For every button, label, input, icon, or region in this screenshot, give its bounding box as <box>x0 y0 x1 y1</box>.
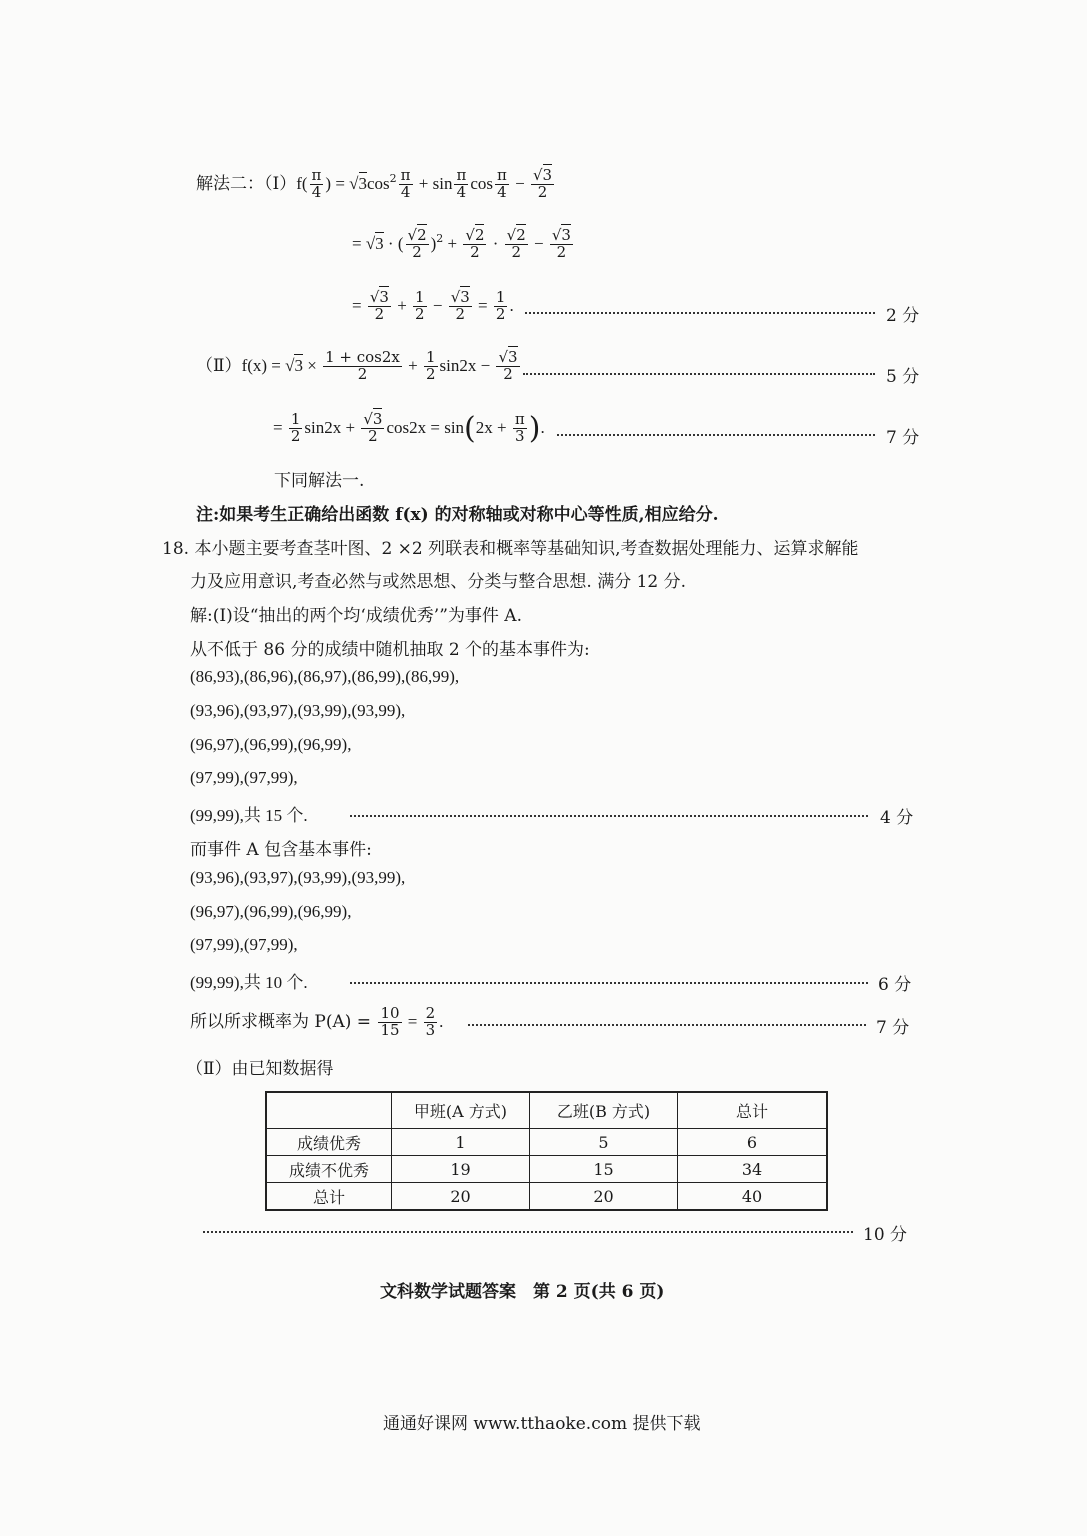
solution-intro: 解:(Ⅰ)设“抽出的两个均‘成绩优秀’”为事件 A. <box>190 606 522 626</box>
event-line: (97,99),(97,99), <box>190 768 298 787</box>
table-cell: 1 <box>392 1129 530 1156</box>
dotted-leader <box>203 1231 853 1233</box>
a-event-line: (93,96),(93,97),(93,99),(93,99), <box>190 868 406 887</box>
part1-label: （Ⅰ） <box>264 173 297 194</box>
table-cell: 15 <box>530 1156 678 1183</box>
dotted-leader <box>468 1024 866 1026</box>
event-line: (96,97),(96,99),(96,99), <box>190 735 352 754</box>
dotted-leader <box>350 982 868 984</box>
table-header-row <box>266 1092 827 1129</box>
part2-line1: （Ⅱ）f(x) = √3 × $\frac{1 + \cos 2x}{2}$ + $\frac{1}{2}$ sin2x − $\frac{√3}{2}$ <box>196 348 518 383</box>
score-4: 4 分 <box>880 808 914 828</box>
score-6: 6 分 <box>878 975 912 995</box>
score-2: 2 分 <box>886 306 920 326</box>
page-footer: 文科数学试题答案 第 2 页(共 6 页) <box>380 1282 665 1302</box>
table-header-cell <box>266 1092 392 1129</box>
q18-line2: 力及应用意识,考查必然与或然思想、分类与整合思想. 满分 12 分. <box>190 572 687 592</box>
q18-line1: 18. 本小题主要考查茎叶图、2 ×2 列联表和概率等基础知识,考查数据处理能力、运算求解能 <box>162 539 859 559</box>
watermark-text: 通通好课网 www.tthaoke.com 提供下载 <box>383 1414 701 1434</box>
contingency-table <box>265 1091 828 1211</box>
table-cell: 成绩不优秀 <box>266 1156 392 1183</box>
table-cell: 成绩优秀 <box>266 1129 392 1156</box>
table-cell: 20 <box>392 1183 530 1211</box>
score-7a: 7 分 <box>886 428 920 448</box>
table-row <box>266 1156 827 1183</box>
a-event-line: (99,99),共 10 个. <box>190 973 308 992</box>
table-cell: 19 <box>392 1156 530 1183</box>
table-cell: 5 <box>530 1129 678 1156</box>
table-header-cell: 总计 <box>678 1092 828 1129</box>
note: 注:如果考生正确给出函数 f(x) 的对称轴或对称中心等性质,相应给分. <box>196 505 719 525</box>
a-event-line: (97,99),(97,99), <box>190 935 298 954</box>
score-5: 5 分 <box>886 367 920 387</box>
part2-line2: = $\frac{1}{2}$ sin2x + $\frac{√3}{2}$ cos2x = sin(2x + $\frac{\pi}{3}$ ). <box>273 410 545 446</box>
score-7b: 7 分 <box>876 1018 910 1038</box>
event-a-intro: 而事件 A 包含基本事件: <box>190 840 372 860</box>
table-row <box>266 1183 827 1211</box>
method2-line3: = $\frac{√3}{2}$ + $\frac{1}{2}$ − $\frac{√3}{2}$ = $\frac{1}{2}$ . <box>352 288 514 323</box>
a-event-line: (96,97),(96,99),(96,99), <box>190 902 352 921</box>
score-10: 10 分 <box>863 1225 908 1245</box>
method2-line1: 解法二：（Ⅰ）f( $\frac{\pi}{4}$ ) = $√3\cos^2$ $\frac{\pi}{4}$ + sin $\frac{\pi}{4}$ cos $\frac{\pi}{4}$ − $\frac{√3}{2}$ <box>196 166 553 201</box>
same-as-method1: 下同解法一. <box>274 471 365 491</box>
table-row <box>266 1129 827 1156</box>
method2-label: 解法二： <box>196 173 264 194</box>
table-cell: 34 <box>678 1156 828 1183</box>
dotted-leader <box>557 434 875 436</box>
table-cell: 6 <box>678 1129 828 1156</box>
dotted-leader <box>523 373 875 375</box>
event-line: (99,99),共 15 个. <box>190 806 308 825</box>
table-header-cell: 甲班(A 方式) <box>392 1092 530 1129</box>
draw-two: 从不低于 86 分的成绩中随机抽取 2 个的基本事件为: <box>190 640 590 660</box>
fraction: $\frac{\pi}{4}$ <box>311 166 322 201</box>
event-line: (93,96),(93,97),(93,99),(93,99), <box>190 701 406 720</box>
probability-line: 所以所求概率为 P(A) = $\frac{10}{15}$ = $\frac{2}{3}$ . <box>190 1004 444 1039</box>
table-cell: 20 <box>530 1183 678 1211</box>
method2-line2: = √3 · ( $\frac{√2}{2}$ )$^2$ + $\frac{√2}{2}$ · $\frac{√2}{2}$ − $\frac{√3}{2}$ <box>352 226 571 261</box>
table-cell: 总计 <box>266 1183 392 1211</box>
table-header-cell: 乙班(B 方式) <box>530 1092 678 1129</box>
dotted-leader <box>350 815 868 817</box>
table-cell: 40 <box>678 1183 828 1211</box>
part2-intro: （Ⅱ）由已知数据得 <box>186 1059 334 1079</box>
event-line: (86,93),(86,96),(86,97),(86,99),(86,99), <box>190 667 460 686</box>
dotted-leader <box>525 312 875 314</box>
